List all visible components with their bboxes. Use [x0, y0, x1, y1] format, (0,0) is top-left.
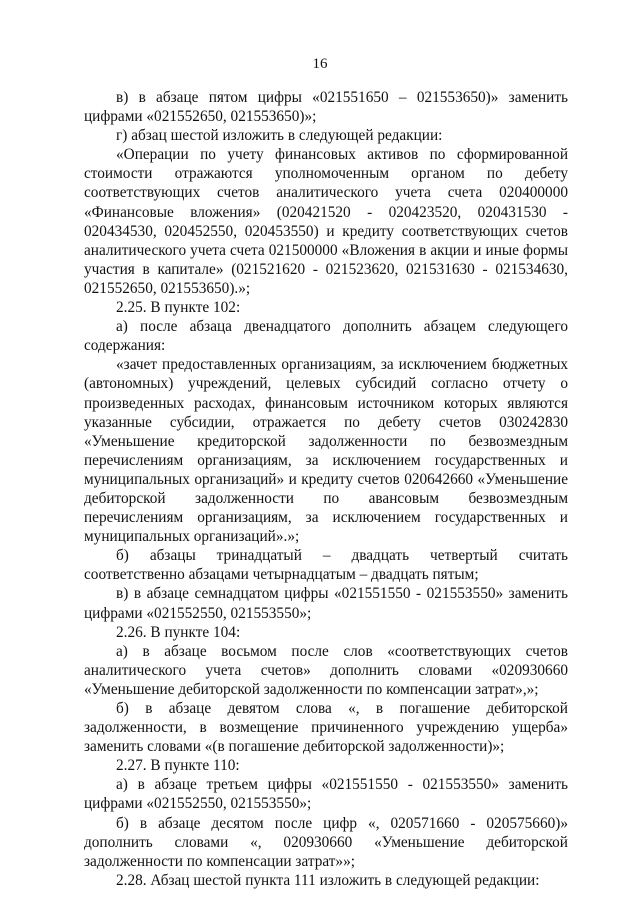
- document-body: [84, 88, 568, 890]
- paragraph-2-26-a: а) в абзаце восьмом после слов «соответствующих счетов аналитического учета счетов» дополнить словами «020930660 «Уменьшение дебиторской задолженности по компенсации затрат»,»;: [84, 642, 568, 698]
- paragraph-2-24-g: г) абзац шестой изложить в следующей редакции:: [116, 127, 443, 145]
- paragraph-2-27-b: б) в абзаце десятом после цифр «, 020571660 - 020575660)» дополнить словами «, 020930660 «Уменьшение дебиторской задолженности по компенсации затрат»»;: [84, 814, 568, 870]
- paragraph-2-25-a: а) после абзаца двенадцатого дополнить абзацем следующего содержания:: [84, 318, 568, 355]
- section-heading-2-25: 2.25. В пункте 102:: [116, 299, 241, 317]
- paragraph-2-25-b: б) абзацы тринадцатый – двадцать четвертый считать соответственно абзацами четырнадцатым – двадцать пятым;: [84, 547, 568, 584]
- section-heading-2-26: 2.26. В пункте 104:: [116, 623, 241, 641]
- paragraph-quoted-zachet: «зачет предоставленных организациям, за исключением бюджетных (автономных) учреждений, целевых субсидий согласно отчету о произведенных расходах, финансовым источником которых являются указанные субсидии, отражается по дебету счетов 030242830 «Уменьшение кредиторской задолженности по безвозмездным перечислениям организациям, за исключением государственных и муниципальных организаций» и кредиту счетов 020642660 «Уменьшение дебиторской задолженности по авансовым безвозмездным перечислениям организациям, за исключением государственных и муниципальных организаций».»;: [84, 356, 568, 546]
- paragraph-quoted-operations: «Операции по учету финансовых активов по сформированной стоимости отражаются уполномоченным органом по дебету соответствующих счетов аналитического учета счета 020400000 «Финансовые вложения» (020421520 - 020423520, 020431530 - 020434530, 020452550, 020453550) и кредиту соответствующих счетов аналитического учета счета 021500000 «Вложения в акции и иные формы участия в капитале» (021521620 - 021523620, 021531630 - 021534630, 021552650, 021553650).»;: [84, 146, 568, 297]
- paragraph-2-26-b: б) в абзаце девятом слова «, в погашение дебиторской задолженности, в возмещение причиненного учреждению ущерба» заменить словами «(в погашение дебиторской задолженности)»;: [84, 700, 568, 756]
- paragraph-2-24-v: в) в абзаце пятом цифры «021551650 – 021553650)» заменить цифрами «021552650, 021553650)»;: [84, 89, 568, 126]
- paragraph-2-27-a: а) в абзаце третьем цифры «021551550 - 021553550» заменить цифрами «021552550, 021553550»;: [84, 776, 568, 813]
- page-number: 16: [312, 56, 328, 72]
- paragraph-2-25-v: в) в абзаце семнадцатом цифры «021551550 - 021553550» заменить цифрами «021552550, 021553550»;: [84, 585, 568, 622]
- section-heading-2-28: 2.28. Абзац шестой пункта 111 изложить в следующей редакции:: [116, 871, 540, 889]
- section-heading-2-27: 2.27. В пункте 110:: [116, 757, 240, 775]
